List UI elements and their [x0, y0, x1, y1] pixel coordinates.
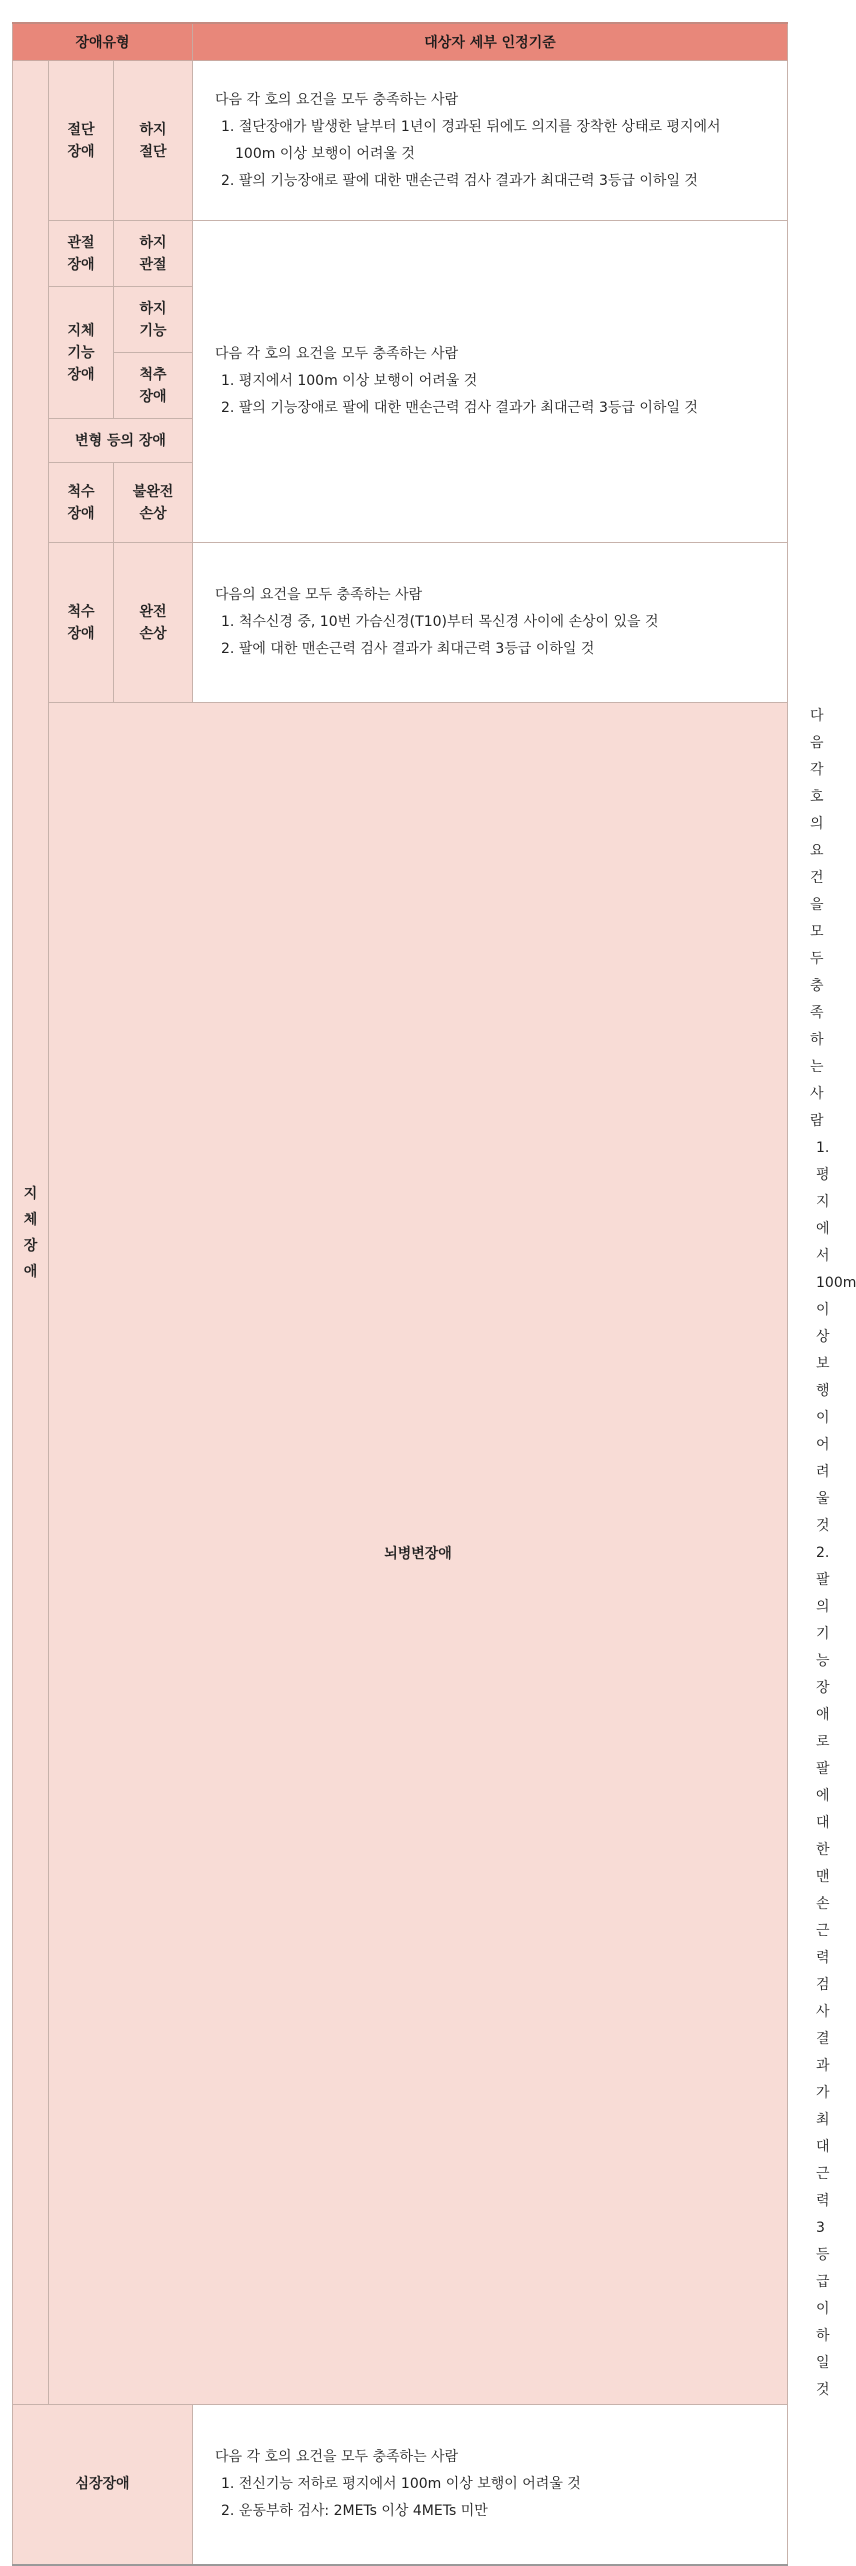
table-row	[13, 221, 788, 287]
criteria-item: 2. 팔의 기능장애로 팔에 대한 맨손근력 검사 결과가 최대근력 3등급 이하일 것	[221, 172, 698, 189]
criteria-item: 2. 팔의 기능장애로 팔에 대한 맨손근력 검사 결과가 최대근력 3등급 이하일 것	[221, 400, 698, 416]
subcategory-incomplete: 불완전 손상	[114, 463, 193, 543]
criteria-item: 1. 절단장애가 발생한 날부터 1년이 경과된 뒤에도 의지를 장착한 상태로 평지에서	[221, 118, 721, 135]
criteria-item: 2. 운동부하 검사: 2METs 이상 4METs 미만	[221, 2502, 488, 2519]
category-spinal-cord: 척수 장애	[49, 463, 114, 543]
table-row	[13, 61, 788, 221]
category-deformity: 변형 등의 장애	[49, 419, 193, 463]
criteria-item: 1. 평지에서 100m 이상 보행이 어려울 것	[221, 373, 478, 389]
category-amputation: 절단 장애	[49, 61, 114, 221]
criteria-joint-group	[193, 221, 788, 543]
subcategory-spine: 척추 장애	[114, 353, 193, 419]
subcategory-lower-amputation: 하지 절단	[114, 61, 193, 221]
category-function: 지체 기능 장애	[49, 287, 114, 419]
category-joint: 관절 장애	[49, 221, 114, 287]
criteria-intro: 다음 각 호의 요건을 모두 충족하는 사람	[215, 91, 459, 108]
category-limb: 지 체 장 애	[13, 61, 49, 2405]
criteria-item: 1. 척수신경 중, 10번 가슴신경(T10)부터 목신경 사이에 손상이 있을 것	[221, 614, 659, 630]
category-spinal-cord-complete: 척수 장애	[49, 543, 114, 703]
criteria-table	[12, 22, 856, 2566]
table-row: 뇌병변장애 다음 각 호의 요건을 모두 충족하는 사람 1. 평지에서 100m 이상 보행이 어려울 것 2. 팔의 기능장애로 팔에 대한 맨손근력 검사 결과가 최대근력 3등급 이하일 것	[13, 703, 788, 2405]
subcategory-lower-function: 하지 기능	[114, 287, 193, 353]
criteria-intro: 다음 각 호의 요건을 모두 충족하는 사람	[215, 2448, 459, 2465]
table-row	[13, 543, 788, 703]
criteria-intro: 다음의 요건을 모두 충족하는 사람	[215, 587, 423, 603]
header-criteria: 대상자 세부 인정기준	[193, 23, 788, 61]
category-heart: 심장장애	[13, 2405, 193, 2565]
criteria-item: 2. 팔의 기능장애로 팔에 대한 맨손근력 검사 결과가 최대근력 3등급 이하일 것	[816, 1545, 830, 2398]
subcategory-lower-joint: 하지 관절	[114, 221, 193, 287]
header-row	[13, 23, 788, 61]
table-row	[13, 2405, 788, 2565]
criteria-amputation	[193, 61, 788, 221]
criteria-heart	[193, 2405, 788, 2565]
header-disability-type: 장애유형	[13, 23, 193, 61]
criteria-item: 2. 팔에 대한 맨손근력 검사 결과가 최대근력 3등급 이하일 것	[221, 641, 595, 657]
criteria-item: 1. 평지에서 100m 이상 보행이 어려울 것	[816, 1140, 856, 1534]
criteria-complete	[193, 543, 788, 703]
subcategory-complete: 완전 손상	[114, 543, 193, 703]
criteria-item: 1. 전신기능 저하로 평지에서 100m 이상 보행이 어려울 것	[221, 2475, 581, 2492]
criteria-intro: 다음 각 호의 요건을 모두 충족하는 사람	[215, 346, 459, 362]
category-brain: 뇌병변장애	[49, 703, 788, 2405]
criteria-item-continued: 100m 이상 보행이 어려울 것	[235, 145, 415, 162]
